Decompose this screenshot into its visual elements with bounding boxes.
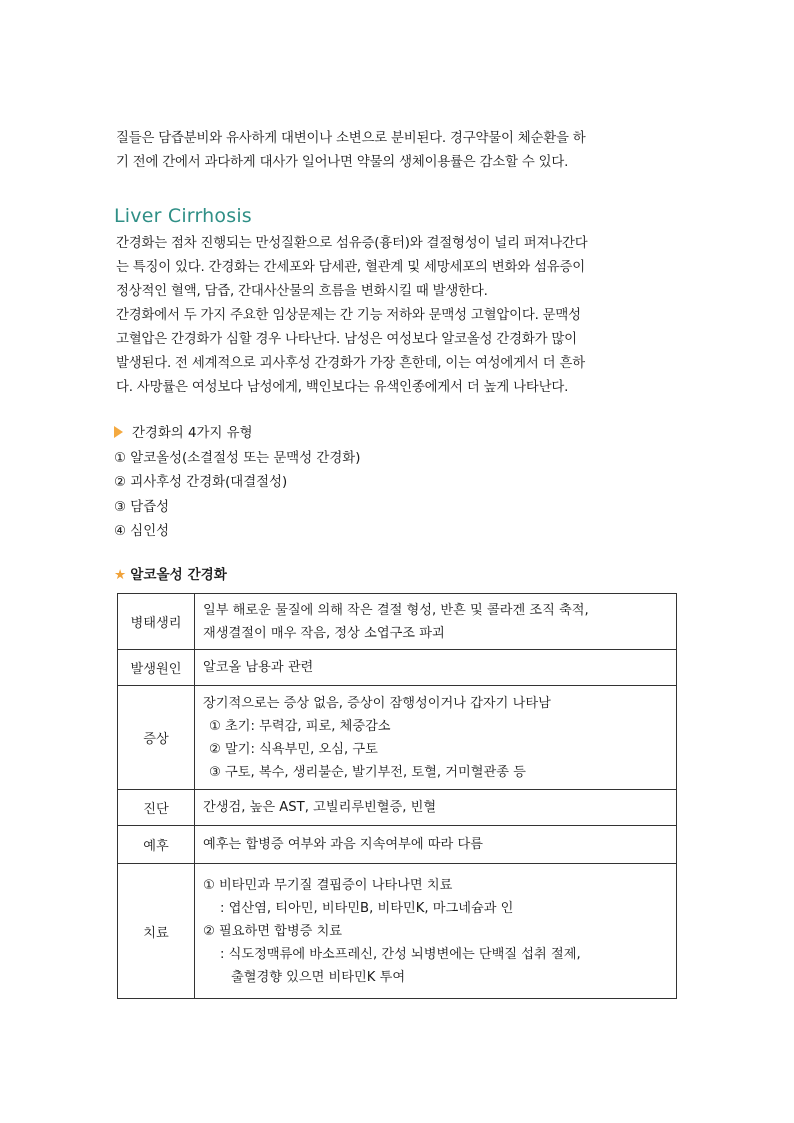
list-item: ④ 심인성 (114, 524, 170, 539)
intro-line: 기 전에 간에서 과다하게 대사가 일어나면 약물의 생체이용률은 감소할 수 있다. (116, 155, 569, 170)
body-line: 는 특징이 있다. 간경화는 간세포와 담세관, 혈관계 및 세망세포의 변화와 섬유증이 (116, 260, 585, 275)
types-list (114, 422, 360, 545)
intro-line: 질들은 담즙분비와 유사하게 대변이나 소변으로 분비된다. 경구약물이 체순환을 하 (116, 131, 586, 146)
value-line: ② 필요하면 합병증 치료 (203, 923, 343, 939)
alcoholic-cirrhosis-table (117, 593, 677, 999)
value-line: 알코올 남용과 관련 (203, 660, 314, 675)
alcoholic-title: 알코올성 간경화 (130, 567, 227, 583)
row-label: 병태생리 (118, 594, 195, 650)
row-value (195, 864, 677, 999)
row-label: 치료 (118, 864, 195, 999)
value-line: : 엽산염, 티아민, 비타민B, 비타민K, 마그네슘과 인 (220, 900, 514, 916)
value-line: ① 초기: 무력감, 피로, 체중감소 (209, 718, 391, 734)
row-value (195, 790, 677, 826)
row-label: 예후 (118, 826, 195, 864)
types-heading-text: 간경화의 4가지 유형 (132, 426, 253, 441)
table-row (118, 826, 677, 864)
table-row (118, 864, 677, 999)
alcoholic-heading (114, 564, 227, 586)
body-paragraph (116, 232, 678, 400)
value-line: 일부 해로운 물질에 의해 작은 결절 형성, 반흔 및 콜라겐 조직 축적, (203, 602, 589, 618)
value-line: ③ 구토, 복수, 생리불순, 발기부전, 토혈, 거미혈관종 등 (209, 764, 526, 780)
row-label: 증상 (118, 686, 195, 790)
row-label: 발생원인 (118, 650, 195, 686)
table-row (118, 790, 677, 826)
body-line: 간경화에서 두 가지 주요한 임상문제는 간 기능 저하와 문맥성 고혈압이다. 문맥성 (116, 308, 581, 323)
row-value (195, 826, 677, 864)
star-icon: ★ (114, 567, 127, 583)
section-title: Liver Cirrhosis (114, 205, 252, 227)
value-line: 재생결절이 매우 작음, 정상 소엽구조 파괴 (203, 625, 445, 641)
list-item: ② 괴사후성 간경화(대결절성) (114, 475, 288, 490)
table-row (118, 650, 677, 686)
row-label: 진단 (118, 790, 195, 826)
value-line: 출혈경향 있으면 비타민K 투여 (231, 969, 406, 985)
value-line: 장기적으로는 증상 없음, 증상이 잠행성이거나 갑자기 나타남 (203, 695, 551, 711)
intro-paragraph (116, 127, 678, 175)
body-line: 발생된다. 전 세계적으로 괴사후성 간경화가 가장 흔한데, 이는 여성에게서 더 흔하 (116, 356, 585, 371)
value-line: ① 비타민과 무기질 결핍증이 나타나면 치료 (203, 877, 453, 893)
body-line: 정상적인 혈액, 담즙, 간대사산물의 흐름을 변화시킬 때 발생한다. (116, 284, 488, 299)
value-line: ② 말기: 식욕부민, 오심, 구토 (209, 741, 378, 757)
types-heading (114, 422, 360, 447)
body-line: 다. 사망률은 여성보다 남성에게, 백인보다는 유색인종에게서 더 높게 나타난다. (116, 380, 569, 395)
value-line: : 식도정맥류에 바소프레신, 간성 뇌병변에는 단백질 섭취 절제, (220, 946, 581, 962)
list-item: ③ 담즙성 (114, 499, 170, 515)
body-line: 고혈압은 간경화가 심할 경우 나타난다. 남성은 여성보다 알코올성 간경화가 많이 (116, 332, 577, 347)
row-value (195, 686, 677, 790)
list-item: ① 알코올성(소결절성 또는 문맥성 간경화) (114, 450, 361, 466)
row-value (195, 594, 677, 650)
row-value (195, 650, 677, 686)
table-row (118, 594, 677, 650)
value-line: 간생검, 높은 AST, 고빌리루빈혈증, 빈혈 (203, 800, 437, 815)
body-line: 간경화는 점차 진행되는 만성질환으로 섬유증(흉터)와 결절형성이 널리 퍼져나간다 (116, 236, 588, 251)
triangle-bullet-icon (114, 426, 123, 438)
value-line: 예후는 합병증 여부와 과음 지속여부에 따라 다름 (203, 837, 483, 852)
table-row (118, 686, 677, 790)
